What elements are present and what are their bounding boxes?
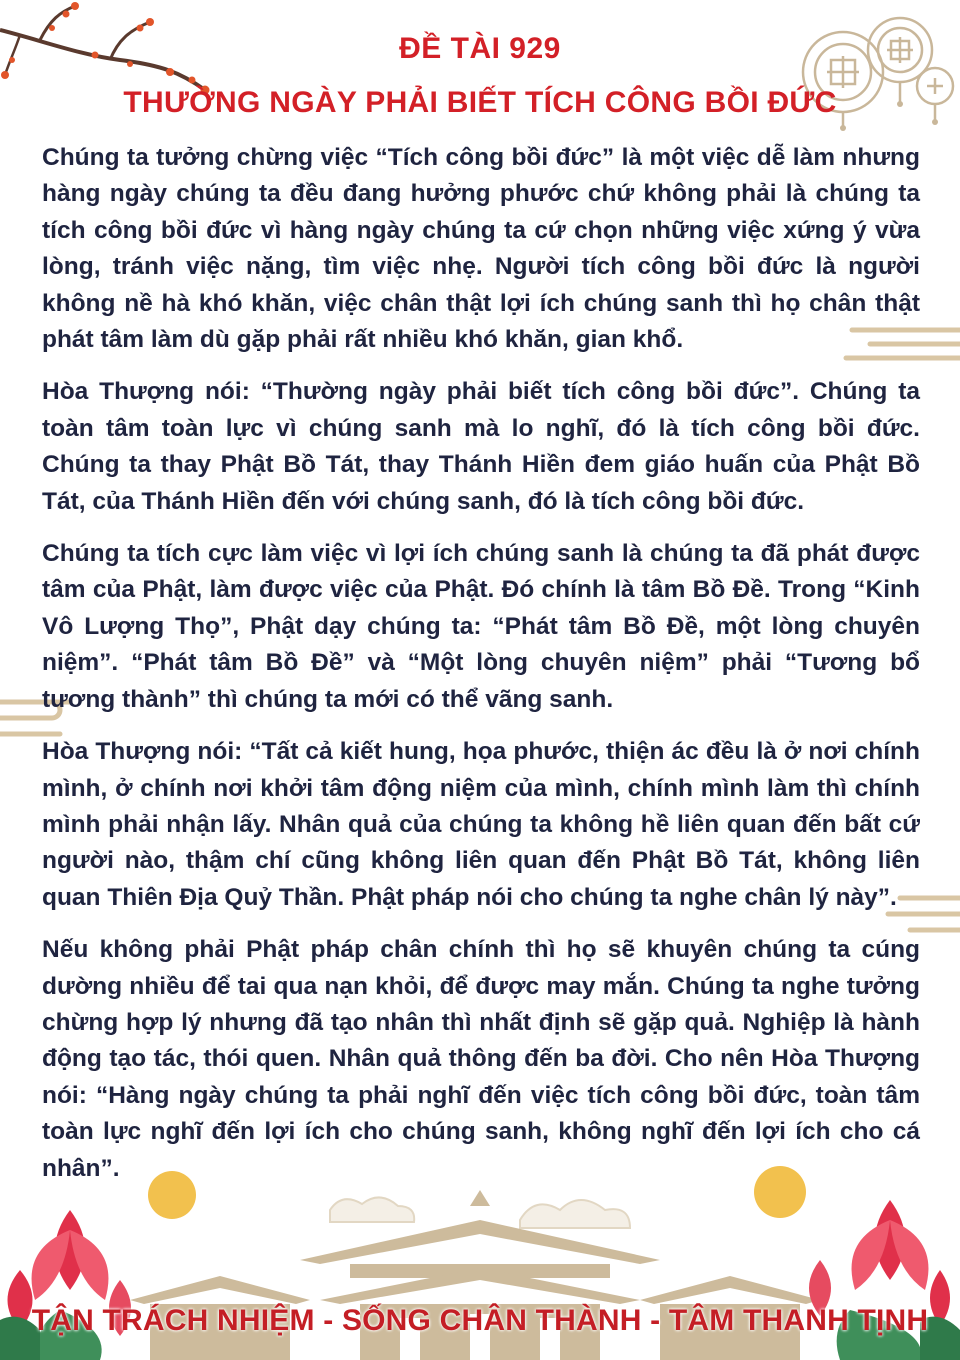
paragraph-5: Nếu không phải Phật pháp chân chính thì họ sẽ khuyên chúng ta cúng dường nhiều để tai qua nạn khỏi, để được may mắn. Chúng ta nghe tưởng chừng hợp lý nhưng đã tạo nhân thì nhất định sẽ gặp quả. Nghiệp là hành động tạo tác, thói quen. Nhân quả thông đến ba đời. Cho nên Hòa Thượng nói: “Hàng ngày chúng ta phải nghĩ đến việc tích công bồi đức, toàn tâm toàn lực nghĩ đến lợi ích cho chúng sanh, không nghĩ đến lợi ích cho cá nhân”. [42,936,920,1182]
right-sun-icon [754,1166,806,1218]
paragraph-1: Chúng ta tưởng chừng việc “Tích công bồi đức” là một việc dễ làm nhưng hàng ngày chúng ta đều đang hưởng phước chứ không phải là chúng ta tích công bồi đức vì hàng ngày chúng ta cứ chọn những việc xứng ý vừa lòng, tránh việc nặng, tìm việc nhẹ. Người tích công bồi đức là người không nề hà khó khăn, việc chân thật lợi ích chúng sanh thì họ chân thật phát tâm làm dù gặp phải rất nhiều khó khăn, gian khổ. [42,144,920,354]
article-body [42,140,920,1203]
topic-number-title: ĐỀ TÀI 929 [399,32,561,65]
footer-slogan: TẬN TRÁCH NHIỆM - SỐNG CHÂN THÀNH - TÂM THANH TỊNH [31,1304,929,1337]
paragraph-3: Chúng ta tích cực làm việc vì lợi ích chúng sanh là chúng ta đã phát được tâm của Phật, làm được việc của Phật. Đó chính là tâm Bồ Đề. Trong “Kinh Vô Lượng Thọ”, Phật dạy chúng ta: “Phát tâm Bồ Đề, một lòng chuyên niệm”. “Phát tâm Bồ Đề” và “Một lòng chuyên niệm” phải “Tương bổ tương thành” thì chúng ta mới có thể vãng sanh. [42,540,920,713]
left-sun-icon [148,1171,196,1219]
topic-main-title: THƯỜNG NGÀY PHẢI BIẾT TÍCH CÔNG BỒI ĐỨC [123,86,837,119]
paragraph-2: Hòa Thượng nói: “Thường ngày phải biết tích công bồi đức”. Chúng ta toàn tâm toàn lực vì chúng sanh mà lo nghĩ, đó là tích công bồi đức. Chúng ta thay Phật Bồ Tát, thay Thánh Hiền đem giáo huấn của Phật Bồ Tát, của Thánh Hiền đến với chúng sanh, đó là tích công bồi đức. [42,378,920,515]
paragraph-4: Hòa Thượng nói: “Tất cả kiết hung, họa phước, thiện ác đều là ở nơi chính mình, ở chính nơi khởi tâm động niệm của mình, chính mình làm thì chính mình phải nhận lấy. Nhân quả của chúng ta không hề liên quan đến bất cứ người nào, thậm chí cũng không liên quan đến Phật Bồ Tát, không liên quan Thiên Địa Quỷ Thần. Phật pháp nói cho chúng ta nghe chân lý này”. [42,738,920,911]
